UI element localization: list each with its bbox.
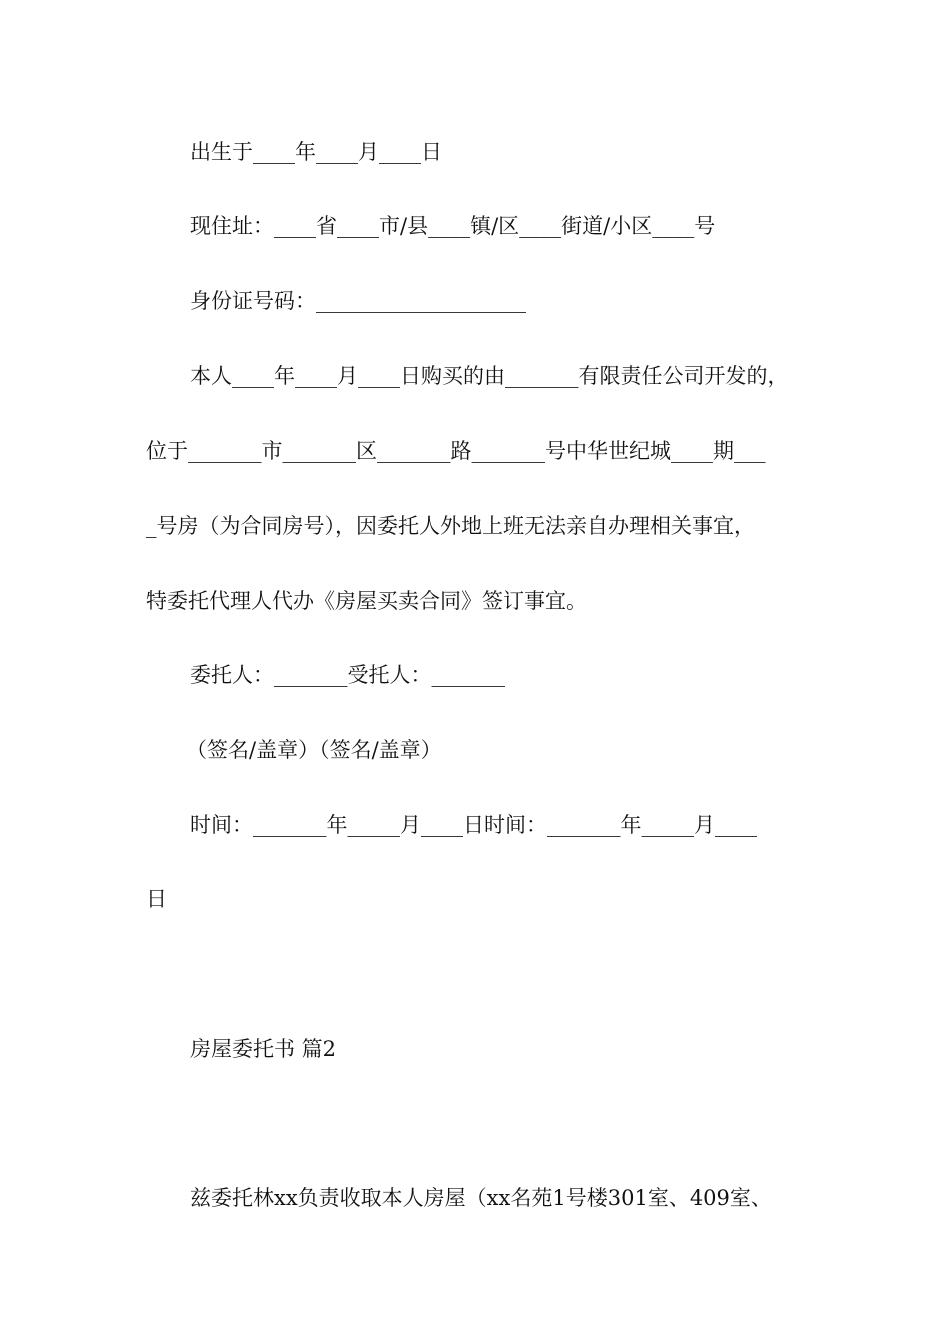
section-heading: 房屋委托书 篇2 [190, 1037, 337, 1061]
principal-agent-line: 委托人：_______受托人：_______ [190, 663, 505, 687]
id-number-line: 身份证号码：____________________ [190, 289, 526, 313]
purchase-statement-line-2: 位于_______市_______区_______路_______号中华世纪城____期___ [146, 439, 766, 463]
birth-date-line: 出生于____年____月____日 [190, 140, 442, 164]
purchase-statement-line-1: 本人____年____月____日购买的由_______有限责任公司开发的， [190, 364, 789, 388]
purchase-statement-line-4: 特委托代理人代办《房屋买卖合同》签订事宜。 [146, 589, 587, 613]
authorization-paragraph-line: 兹委托林xx负责收取本人房屋（xx名苑1号楼301室、409室、 [190, 1186, 772, 1210]
signature-seal-line: （签名/盖章）（签名/盖章） [186, 738, 442, 762]
date-line-continuation: 日 [146, 887, 167, 911]
date-line: 时间：_______年_____月____日时间：_______年_____月____ [190, 813, 757, 837]
current-address-line: 现住址：____省____市/县____镇/区____街道/小区____号 [190, 214, 716, 238]
purchase-statement-line-3: _号房（为合同房号），因委托人外地上班无法亲自办理相关事宜， [146, 514, 755, 538]
